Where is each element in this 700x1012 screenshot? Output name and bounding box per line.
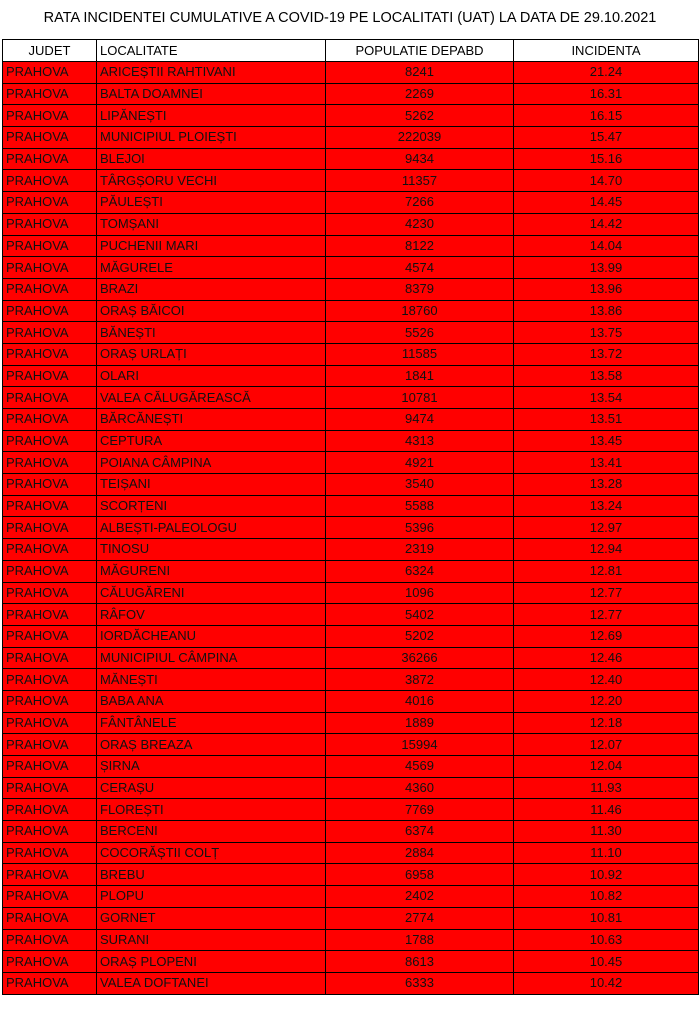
cell-incidenta: 10.63 [514,929,699,951]
cell-localitate: VALEA CĂLUGĂREASCĂ [97,387,326,409]
cell-judet: PRAHOVA [3,799,97,821]
table-row [3,300,699,322]
table-row [3,148,699,170]
cell-judet: PRAHOVA [3,517,97,539]
cell-judet: PRAHOVA [3,647,97,669]
table-row [3,777,699,799]
table-row [3,495,699,517]
cell-localitate: VALEA DOFTANEI [97,972,326,994]
cell-localitate: ORAȘ URLAȚI [97,343,326,365]
cell-populatie: 2774 [326,907,514,929]
cell-localitate: MĂGURELE [97,257,326,279]
cell-populatie: 6374 [326,821,514,843]
table-row [3,560,699,582]
table-row [3,756,699,778]
cell-judet: PRAHOVA [3,929,97,951]
cell-localitate: BREBU [97,864,326,886]
cell-localitate: TEIȘANI [97,474,326,496]
cell-incidenta: 14.42 [514,213,699,235]
cell-populatie: 3540 [326,474,514,496]
table-row [3,886,699,908]
cell-localitate: BALTA DOAMNEI [97,83,326,105]
cell-localitate: COCORĂȘTII COLȚ [97,842,326,864]
cell-populatie: 1841 [326,365,514,387]
table-row [3,83,699,105]
table-row [3,907,699,929]
cell-localitate: OLARI [97,365,326,387]
cell-judet: PRAHOVA [3,582,97,604]
cell-localitate: BERCENI [97,821,326,843]
cell-judet: PRAHOVA [3,951,97,973]
cell-localitate: ALBEȘTI-PALEOLOGU [97,517,326,539]
cell-incidenta: 11.30 [514,821,699,843]
cell-populatie: 5526 [326,322,514,344]
table-row [3,278,699,300]
table-row [3,799,699,821]
cell-populatie: 7769 [326,799,514,821]
cell-populatie: 2402 [326,886,514,908]
cell-judet: PRAHOVA [3,886,97,908]
cell-incidenta: 12.97 [514,517,699,539]
cell-localitate: TINOSU [97,539,326,561]
cell-incidenta: 12.69 [514,625,699,647]
cell-judet: PRAHOVA [3,777,97,799]
table-row [3,539,699,561]
cell-localitate: ARICEȘTII RAHTIVANI [97,62,326,84]
cell-incidenta: 12.77 [514,604,699,626]
cell-judet: PRAHOVA [3,842,97,864]
cell-localitate: CERAȘU [97,777,326,799]
cell-incidenta: 13.45 [514,430,699,452]
cell-judet: PRAHOVA [3,452,97,474]
cell-localitate: LIPĂNEȘTI [97,105,326,127]
cell-judet: PRAHOVA [3,712,97,734]
table-row [3,821,699,843]
cell-judet: PRAHOVA [3,105,97,127]
cell-judet: PRAHOVA [3,539,97,561]
cell-populatie: 8241 [326,62,514,84]
cell-populatie: 7266 [326,192,514,214]
cell-judet: PRAHOVA [3,365,97,387]
cell-incidenta: 10.45 [514,951,699,973]
cell-populatie: 4921 [326,452,514,474]
cell-populatie: 6324 [326,560,514,582]
header-populatie: POPULATIE DEPABD [326,40,514,62]
cell-judet: PRAHOVA [3,127,97,149]
cell-incidenta: 13.51 [514,409,699,431]
header-judet: JUDET [3,40,97,62]
cell-localitate: ORAȘ BREAZA [97,734,326,756]
cell-judet: PRAHOVA [3,972,97,994]
table-row [3,864,699,886]
cell-incidenta: 14.45 [514,192,699,214]
cell-populatie: 18760 [326,300,514,322]
cell-incidenta: 13.54 [514,387,699,409]
cell-incidenta: 14.04 [514,235,699,257]
cell-incidenta: 12.18 [514,712,699,734]
cell-incidenta: 12.07 [514,734,699,756]
table-body [3,62,699,995]
cell-localitate: ORAȘ BĂICOI [97,300,326,322]
cell-localitate: SCORȚENI [97,495,326,517]
cell-incidenta: 10.92 [514,864,699,886]
cell-judet: PRAHOVA [3,756,97,778]
cell-incidenta: 15.16 [514,148,699,170]
cell-localitate: BĂRCĂNEȘTI [97,409,326,431]
cell-incidenta: 11.46 [514,799,699,821]
cell-judet: PRAHOVA [3,690,97,712]
cell-incidenta: 13.99 [514,257,699,279]
cell-populatie: 8122 [326,235,514,257]
cell-localitate: FÂNTÂNELE [97,712,326,734]
cell-populatie: 11585 [326,343,514,365]
cell-localitate: TOMȘANI [97,213,326,235]
table-row [3,712,699,734]
cell-localitate: TÂRGȘORU VECHI [97,170,326,192]
table-row [3,842,699,864]
cell-judet: PRAHOVA [3,669,97,691]
table-row [3,127,699,149]
cell-judet: PRAHOVA [3,907,97,929]
cell-populatie: 5402 [326,604,514,626]
cell-incidenta: 21.24 [514,62,699,84]
cell-localitate: ȘIRNA [97,756,326,778]
table-row [3,474,699,496]
cell-localitate: IORDĂCHEANU [97,625,326,647]
cell-localitate: SURANI [97,929,326,951]
cell-incidenta: 10.42 [514,972,699,994]
cell-incidenta: 12.46 [514,647,699,669]
table-row [3,235,699,257]
cell-populatie: 1096 [326,582,514,604]
cell-judet: PRAHOVA [3,192,97,214]
table-row [3,604,699,626]
cell-populatie: 4574 [326,257,514,279]
cell-populatie: 8379 [326,278,514,300]
cell-incidenta: 12.81 [514,560,699,582]
cell-judet: PRAHOVA [3,604,97,626]
cell-incidenta: 12.20 [514,690,699,712]
cell-incidenta: 11.10 [514,842,699,864]
cell-populatie: 9434 [326,148,514,170]
header-incidenta: INCIDENTA [514,40,699,62]
cell-judet: PRAHOVA [3,235,97,257]
table-row [3,517,699,539]
cell-incidenta: 13.86 [514,300,699,322]
cell-populatie: 5262 [326,105,514,127]
table-row [3,951,699,973]
cell-populatie: 11357 [326,170,514,192]
cell-incidenta: 13.41 [514,452,699,474]
cell-judet: PRAHOVA [3,474,97,496]
cell-judet: PRAHOVA [3,322,97,344]
table-row [3,62,699,84]
table-row [3,170,699,192]
cell-incidenta: 13.75 [514,322,699,344]
cell-incidenta: 12.40 [514,669,699,691]
table-row [3,734,699,756]
cell-populatie: 5202 [326,625,514,647]
cell-populatie: 4569 [326,756,514,778]
cell-populatie: 2269 [326,83,514,105]
table-row [3,105,699,127]
table-row [3,257,699,279]
cell-incidenta: 10.81 [514,907,699,929]
cell-judet: PRAHOVA [3,170,97,192]
cell-judet: PRAHOVA [3,148,97,170]
cell-populatie: 9474 [326,409,514,431]
cell-judet: PRAHOVA [3,625,97,647]
table-row [3,669,699,691]
table-row [3,430,699,452]
cell-judet: PRAHOVA [3,300,97,322]
cell-localitate: RÂFOV [97,604,326,626]
cell-populatie: 1889 [326,712,514,734]
cell-localitate: BRAZI [97,278,326,300]
cell-populatie: 15994 [326,734,514,756]
table-row [3,322,699,344]
cell-judet: PRAHOVA [3,278,97,300]
cell-localitate: MĂNEȘTI [97,669,326,691]
cell-incidenta: 11.93 [514,777,699,799]
cell-populatie: 36266 [326,647,514,669]
cell-judet: PRAHOVA [3,83,97,105]
cell-populatie: 5396 [326,517,514,539]
cell-populatie: 5588 [326,495,514,517]
cell-judet: PRAHOVA [3,495,97,517]
cell-incidenta: 12.94 [514,539,699,561]
cell-judet: PRAHOVA [3,257,97,279]
cell-populatie: 4230 [326,213,514,235]
table-row [3,365,699,387]
table-row [3,929,699,951]
cell-populatie: 2884 [326,842,514,864]
table-row [3,387,699,409]
table-row [3,582,699,604]
cell-localitate: BLEJOI [97,148,326,170]
cell-judet: PRAHOVA [3,821,97,843]
table-row [3,409,699,431]
cell-populatie: 6333 [326,972,514,994]
cell-incidenta: 14.70 [514,170,699,192]
cell-incidenta: 13.58 [514,365,699,387]
document-title: RATA INCIDENTEI CUMULATIVE A COVID-19 PE LOCALITATI (UAT) LA DATA DE 29.10.2021 [43,10,657,26]
cell-localitate: ORAȘ PLOPENI [97,951,326,973]
cell-judet: PRAHOVA [3,560,97,582]
cell-localitate: MUNICIPIUL CÂMPINA [97,647,326,669]
cell-judet: PRAHOVA [3,343,97,365]
cell-incidenta: 12.04 [514,756,699,778]
cell-judet: PRAHOVA [3,430,97,452]
cell-judet: PRAHOVA [3,409,97,431]
cell-localitate: PLOPU [97,886,326,908]
cell-populatie: 4016 [326,690,514,712]
table-row [3,452,699,474]
incidence-table [2,39,699,995]
cell-populatie: 10781 [326,387,514,409]
table-header-row [3,40,699,62]
table-row [3,213,699,235]
cell-judet: PRAHOVA [3,734,97,756]
cell-populatie: 6958 [326,864,514,886]
table-row [3,343,699,365]
cell-populatie: 4313 [326,430,514,452]
cell-judet: PRAHOVA [3,387,97,409]
cell-localitate: GORNET [97,907,326,929]
cell-localitate: CĂLUGĂRENI [97,582,326,604]
cell-populatie: 4360 [326,777,514,799]
table-row [3,647,699,669]
cell-incidenta: 13.72 [514,343,699,365]
table-row [3,625,699,647]
cell-localitate: MĂGURENI [97,560,326,582]
cell-incidenta: 16.15 [514,105,699,127]
cell-localitate: FLOREȘTI [97,799,326,821]
cell-incidenta: 16.31 [514,83,699,105]
header-localitate: LOCALITATE [97,40,326,62]
cell-incidenta: 12.77 [514,582,699,604]
cell-incidenta: 10.82 [514,886,699,908]
cell-populatie: 1788 [326,929,514,951]
table-row [3,192,699,214]
cell-localitate: POIANA CÂMPINA [97,452,326,474]
cell-localitate: PUCHENII MARI [97,235,326,257]
cell-incidenta: 15.47 [514,127,699,149]
cell-populatie: 8613 [326,951,514,973]
cell-localitate: MUNICIPIUL PLOIEȘTI [97,127,326,149]
cell-localitate: CEPTURA [97,430,326,452]
cell-localitate: BABA ANA [97,690,326,712]
cell-judet: PRAHOVA [3,213,97,235]
table-row [3,972,699,994]
cell-populatie: 222039 [326,127,514,149]
cell-judet: PRAHOVA [3,62,97,84]
table-row [3,690,699,712]
cell-incidenta: 13.96 [514,278,699,300]
cell-localitate: PĂULEȘTI [97,192,326,214]
cell-populatie: 3872 [326,669,514,691]
cell-incidenta: 13.28 [514,474,699,496]
cell-judet: PRAHOVA [3,864,97,886]
cell-localitate: BĂNEȘTI [97,322,326,344]
cell-incidenta: 13.24 [514,495,699,517]
cell-populatie: 2319 [326,539,514,561]
